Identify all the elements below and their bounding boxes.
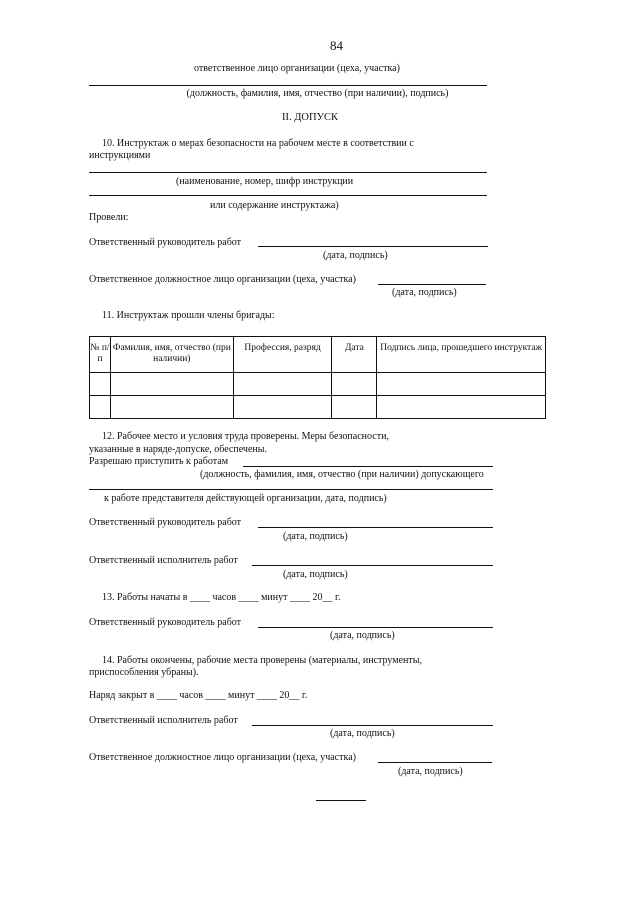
s10-text-line2: инструкциями xyxy=(89,150,151,161)
responsible-person-heading: ответственное лицо организации (цеха, участка) xyxy=(194,63,400,74)
s10-instruction-line2[interactable] xyxy=(89,195,487,196)
s12-permit-line2[interactable] xyxy=(89,489,493,490)
s10-instruction-line[interactable] xyxy=(89,172,487,173)
top-signature-caption: (должность, фамилия, имя, отчество (при наличии), подпись) xyxy=(186,88,449,99)
s14-executor-caption: (дата, подпись) xyxy=(330,728,395,739)
s12-executor-caption: (дата, подпись) xyxy=(283,569,348,580)
table-cell[interactable] xyxy=(90,373,111,396)
table-cell[interactable] xyxy=(90,396,111,419)
table-cell[interactable] xyxy=(233,396,332,419)
end-divider xyxy=(316,800,366,801)
s13-head-caption: (дата, подпись) xyxy=(330,630,395,641)
s10-head-caption: (дата, подпись) xyxy=(323,250,388,261)
s12-permit-label: Разрешаю приступить к работам xyxy=(89,456,229,467)
s14-text-line1: 14. Работы окончены, рабочие места проверены (материалы, инструменты, xyxy=(102,655,422,666)
s10-head-label: Ответственный руководитель работ xyxy=(89,237,242,248)
s12-text-line1: 12. Рабочее место и условия труда проверены. Меры безопасности, xyxy=(102,431,389,442)
page-number: 84 xyxy=(330,38,343,53)
s12-caption1: (должность, фамилия, имя, отчество (при наличии) допускающего xyxy=(200,469,484,480)
s14-official-caption: (дата, подпись) xyxy=(398,766,463,777)
s10-official-label: Ответственное должностное лицо организации (цеха, участка) xyxy=(89,274,356,285)
table-cell[interactable] xyxy=(233,373,332,396)
s10-caption1: (наименование, номер, шифр инструкции xyxy=(176,176,354,187)
s12-head-label: Ответственный руководитель работ xyxy=(89,517,242,528)
col-header-date: Дата xyxy=(332,337,377,373)
table-cell[interactable] xyxy=(332,373,377,396)
s12-text-line2: указанные в наряде-допуске, обеспечены. xyxy=(89,444,267,455)
s12-head-caption: (дата, подпись) xyxy=(283,531,348,542)
col-header-profession: Профессия, разряд xyxy=(233,337,332,373)
table-header-row xyxy=(90,337,546,373)
s10-official-signature-line[interactable] xyxy=(378,284,486,285)
top-signature-line[interactable] xyxy=(89,85,487,86)
s12-head-signature-line[interactable] xyxy=(258,527,493,528)
col-header-signature: Подпись лица, прошедшего инструктаж xyxy=(377,337,546,373)
s12-caption2: к работе представителя действующей организации, дата, подпись) xyxy=(104,493,387,504)
s11-title: 11. Инструктаж прошли члены бригады: xyxy=(102,310,275,321)
col-header-number: № п/п xyxy=(90,337,111,373)
s10-text-line1: 10. Инструктаж о мерах безопасности на рабочем месте в соответствии с xyxy=(102,138,414,149)
s10-conducted-label: Провели: xyxy=(89,212,129,223)
crew-briefing-table xyxy=(89,336,546,419)
table-cell[interactable] xyxy=(110,396,233,419)
s14-text-line2: приспособления убраны). xyxy=(89,667,199,678)
col-header-name: Фамилия, имя, отчество (при наличии) xyxy=(110,337,233,373)
s13-head-label: Ответственный руководитель работ xyxy=(89,617,242,628)
s14-executor-signature-line[interactable] xyxy=(252,725,493,726)
table-cell[interactable] xyxy=(110,373,233,396)
s14-official-signature-line[interactable] xyxy=(378,762,492,763)
s14-official-label: Ответственное должностное лицо организации (цеха, участка) xyxy=(89,752,356,763)
table-row xyxy=(90,396,546,419)
table-cell[interactable] xyxy=(377,373,546,396)
s13-head-signature-line[interactable] xyxy=(258,627,493,628)
s12-executor-label: Ответственный исполнитель работ xyxy=(89,555,238,566)
s14-closed-text: Наряд закрыт в ____ часов ____ минут ____ 20__ г. xyxy=(89,690,308,701)
section-title: II. ДОПУСК xyxy=(282,112,339,123)
table-cell[interactable] xyxy=(332,396,377,419)
s14-executor-label: Ответственный исполнитель работ xyxy=(89,715,238,726)
s13-started-text: 13. Работы начаты в ____ часов ____ минут ____ 20__ г. xyxy=(102,592,341,603)
s10-official-caption: (дата, подпись) xyxy=(392,287,457,298)
s10-caption2: или содержание инструктажа) xyxy=(210,200,339,211)
s12-permit-line[interactable] xyxy=(243,466,493,467)
s12-executor-signature-line[interactable] xyxy=(252,565,493,566)
table-cell[interactable] xyxy=(377,396,546,419)
s10-head-signature-line[interactable] xyxy=(258,246,488,247)
table-row xyxy=(90,373,546,396)
